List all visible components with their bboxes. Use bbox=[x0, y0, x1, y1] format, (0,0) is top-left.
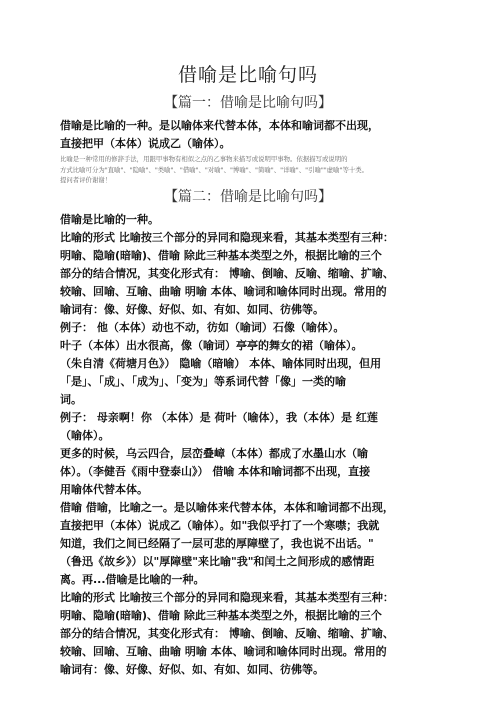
body-line: 用喻体代替本体。 bbox=[60, 483, 148, 496]
body-line: 明喻、隐喻(暗喻)、借喻 除此三种基本类型之外，根据比喻的三个 bbox=[60, 249, 382, 262]
body-line: 叶子（本体）出水很高，像（喻词）亭亭的舞女的裙（喻体）。 bbox=[60, 339, 363, 352]
body-line: 比喻的形式 比喻按三个部分的异同和隐现来看，其基本类型有三种： bbox=[60, 231, 394, 244]
body-line: 较喻、回喻、互喻、曲喻 明喻 本体、喻词和喻体同时出现。常用的 bbox=[60, 285, 387, 298]
body-line: 知道，我们之间已经隔了一层可悲的厚障壁了，我也说不出话。" bbox=[60, 537, 374, 550]
body-line: 借喻是比喻的一种。是以喻体来代替本体，本体和喻词都不出现， bbox=[60, 119, 379, 132]
body-line: （喻体）。 bbox=[60, 429, 110, 442]
body-line: 借喻是比喻的一种。 bbox=[60, 213, 159, 226]
note-line: 方式比喻可分为"直喻"、"隐喻"、"类喻"、"借喻"、"对喻"、"博喻"、"简喻"、"详喻"、"引喻""虚喻"等十类。 bbox=[60, 165, 369, 174]
body-line: 喻词有：像、好像、好似、如、有如、如同、彷佛等。 bbox=[60, 663, 324, 676]
body-line: 离。再...借喻是比喻的一种。 bbox=[60, 573, 205, 586]
note-line: 比喻是一种常用的修辞手法，用跟甲事物有相似之点的乙事物来描写或说明甲事物。依据描写或说明的 bbox=[60, 155, 348, 163]
section-1-note bbox=[60, 154, 442, 186]
body-line: 更多的时候，乌云四合，层峦叠嶂（本体）都成了水墨山水（喻 bbox=[60, 447, 368, 460]
body-line: 直接把甲（本体）说成乙（喻体）。 bbox=[60, 137, 231, 150]
body-line: 例子： 母亲啊！你 （本体）是 荷叶（喻体），我（本体）是 红莲 bbox=[60, 411, 378, 424]
body-line: 借喻 借喻，比喻之一。是以喻体来代替本体，本体和喻词都不出现， bbox=[60, 501, 394, 514]
section-1-body bbox=[60, 117, 442, 153]
section-heading-2: 【篇二：借喻是比喻句吗】 bbox=[164, 189, 332, 205]
body-line: （朱自清《荷塘月色》） 隐喻（暗喻） 本体、喻体同时出现，但用 bbox=[60, 357, 382, 370]
body-line: 喻词有：像、好像、好似、如、有如、如同、彷佛等。 bbox=[60, 303, 324, 316]
body-line: （鲁迅《故乡》）以"厚障壁"来比喻"我"和闰土之间形成的感情距 bbox=[60, 555, 375, 568]
body-line: 明喻、隐喻(暗喻)、借喻 除此三种基本类型之外，根据比喻的三个 bbox=[60, 609, 382, 622]
body-line: 「是」、「成」、「成为」、「变为」等系词代替「像」一类的喻 bbox=[60, 375, 346, 388]
page-title: 借喻是比喻句吗 bbox=[177, 64, 318, 86]
body-line: 部分的结合情况，其变化形式有： 博喻、倒喻、反喻、缩喻、扩喻、 bbox=[60, 627, 394, 640]
body-line: 体）。（李健吾《雨中登泰山》） 借喻 本体和喻词都不出现，直接 bbox=[60, 465, 371, 478]
body-line: 例子： 他（本体）动也不动，彷如（喻词）石像（喻体）。 bbox=[60, 321, 345, 334]
section-heading-1: 【篇一：借喻是比喻句吗】 bbox=[164, 95, 332, 111]
body-line: 较喻、回喻、互喻、曲喻 明喻 本体、喻词和喻体同时出现。常用的 bbox=[60, 645, 387, 658]
body-line: 词。 bbox=[60, 393, 82, 406]
body-line: 直接把甲（本体）说成乙（喻体）。如"我似乎打了一个寒噤；我就 bbox=[60, 519, 380, 532]
body-line: 部分的结合情况，其变化形式有： 博喻、倒喻、反喻、缩喻、扩喻、 bbox=[60, 267, 394, 280]
body-line: 比喻的形式 比喻按三个部分的异同和隐现来看，其基本类型有三种： bbox=[60, 591, 394, 604]
note-line: 提问者评价谢谢！ bbox=[60, 176, 112, 184]
section-2-body bbox=[60, 211, 442, 679]
